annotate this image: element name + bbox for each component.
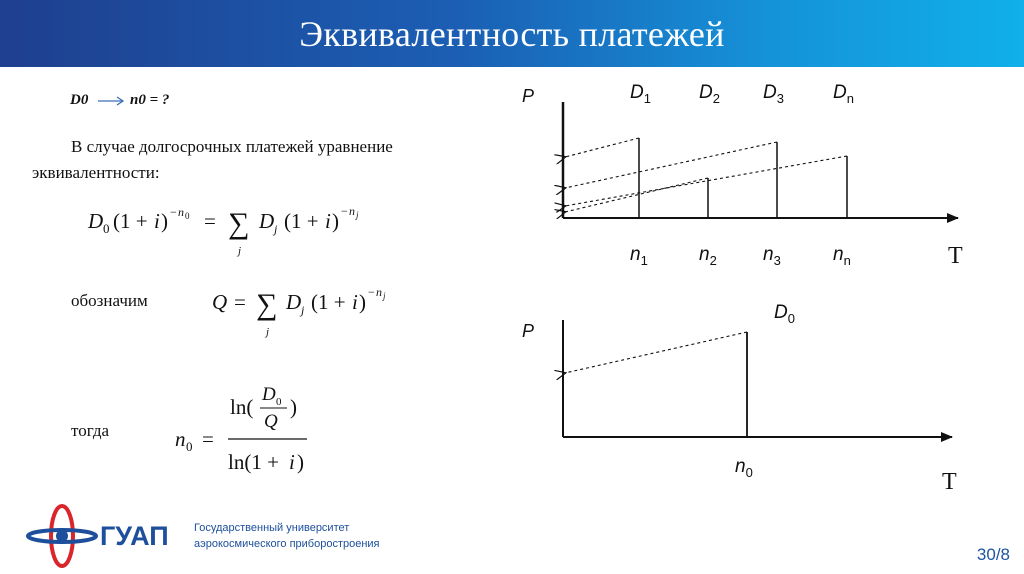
axis-x-label-bottom: T [942,469,957,495]
svg-text:): ) [290,395,297,419]
denote-label: обозначим [71,291,148,310]
discount-arrow-d0 [565,332,747,373]
paragraph-line-2: эквивалентности: [32,163,160,182]
payment-label: $D_1$ [630,82,651,106]
svg-text:=: = [202,427,214,451]
svg-text:): ) [332,209,339,233]
svg-text:ln(1 +: ln(1 + [228,450,279,474]
svg-text:D: D [88,209,104,233]
discount-arrow-d3 [565,142,777,188]
axis-y-label-top: P [522,86,535,106]
svg-text:): ) [359,290,366,314]
payment-label-d0: $D_0$ [774,302,795,326]
svg-text:i: i [325,209,331,233]
time-label: $n_2$ [699,244,717,268]
logo-line-2: аэрокосмического приборостроения [194,538,380,550]
discount-arrow-d1 [565,138,639,157]
equivalence-formula [86,198,386,262]
svg-text:ln(: ln( [230,395,254,419]
svg-text:0: 0 [103,221,110,236]
svg-text:i: i [154,209,160,233]
logo-line-1: Государственный университет [194,522,350,534]
svg-text:j: j [266,326,270,338]
axis-y-label-bottom: P [522,321,535,341]
svg-text:−: − [368,285,375,299]
svg-text:D: D [259,209,275,233]
svg-text:n: n [178,205,184,219]
guap-emblem-icon [22,500,422,568]
slide-header [0,0,1024,67]
svg-text:−: − [341,204,348,218]
time-labels-top [630,244,851,268]
svg-text:): ) [297,450,304,474]
payment-label: $D_n$ [833,82,854,106]
svg-text:=: = [234,290,246,314]
discount-arrow-dn [565,156,847,206]
logo-brand: ГУАП [100,521,169,551]
svg-text:(1 +: (1 + [311,290,346,314]
svg-text:i: i [289,450,295,474]
svg-text:∑: ∑ [256,288,278,321]
page-number: 30/8 [976,545,1010,564]
svg-text:j: j [238,245,242,257]
time-label: $n_n$ [833,244,851,268]
guap-logo [22,500,422,568]
svg-text:j: j [274,222,278,236]
payment-label: $D_2$ [699,82,720,106]
svg-text:n: n [349,204,355,218]
payment-labels-top [630,82,854,106]
d0-label: D0 [70,92,89,108]
svg-text:j: j [356,210,359,220]
svg-text:j: j [383,291,386,301]
svg-text:0: 0 [276,396,282,408]
svg-text:): ) [161,209,168,233]
svg-text:Q: Q [212,290,228,314]
n0-question: n0 = ? [130,92,170,108]
svg-text:i: i [352,290,358,314]
time-label: $n_1$ [630,244,648,268]
svg-text:D: D [262,384,276,405]
arrow-right-icon [97,94,127,106]
svg-text:D: D [286,290,302,314]
time-label-n0: $n_0$ [735,456,753,480]
axis-x-label-top: T [948,243,963,269]
svg-text:−: − [170,205,177,219]
svg-text:0: 0 [186,439,193,454]
discount-arrow-d2 [565,178,708,212]
q-definition-formula [208,275,418,339]
payment-label: $D_3$ [763,82,784,106]
n0-formula [170,375,320,475]
slide-title: Эквивалентность платежей [299,13,725,54]
svg-text:Q: Q [264,411,278,432]
time-label: $n_3$ [763,244,781,268]
then-label: тогда [71,421,110,440]
svg-text:(1 +: (1 + [284,209,319,233]
svg-text:j: j [301,303,305,317]
svg-text:n: n [175,427,186,451]
svg-text:(1 +: (1 + [113,209,148,233]
paragraph-line-1: В случае долгосрочных платежей уравнение [71,137,393,156]
svg-text:n: n [376,285,382,299]
svg-text:∑: ∑ [228,207,250,240]
svg-text:0: 0 [185,211,190,221]
svg-text:=: = [204,209,216,233]
